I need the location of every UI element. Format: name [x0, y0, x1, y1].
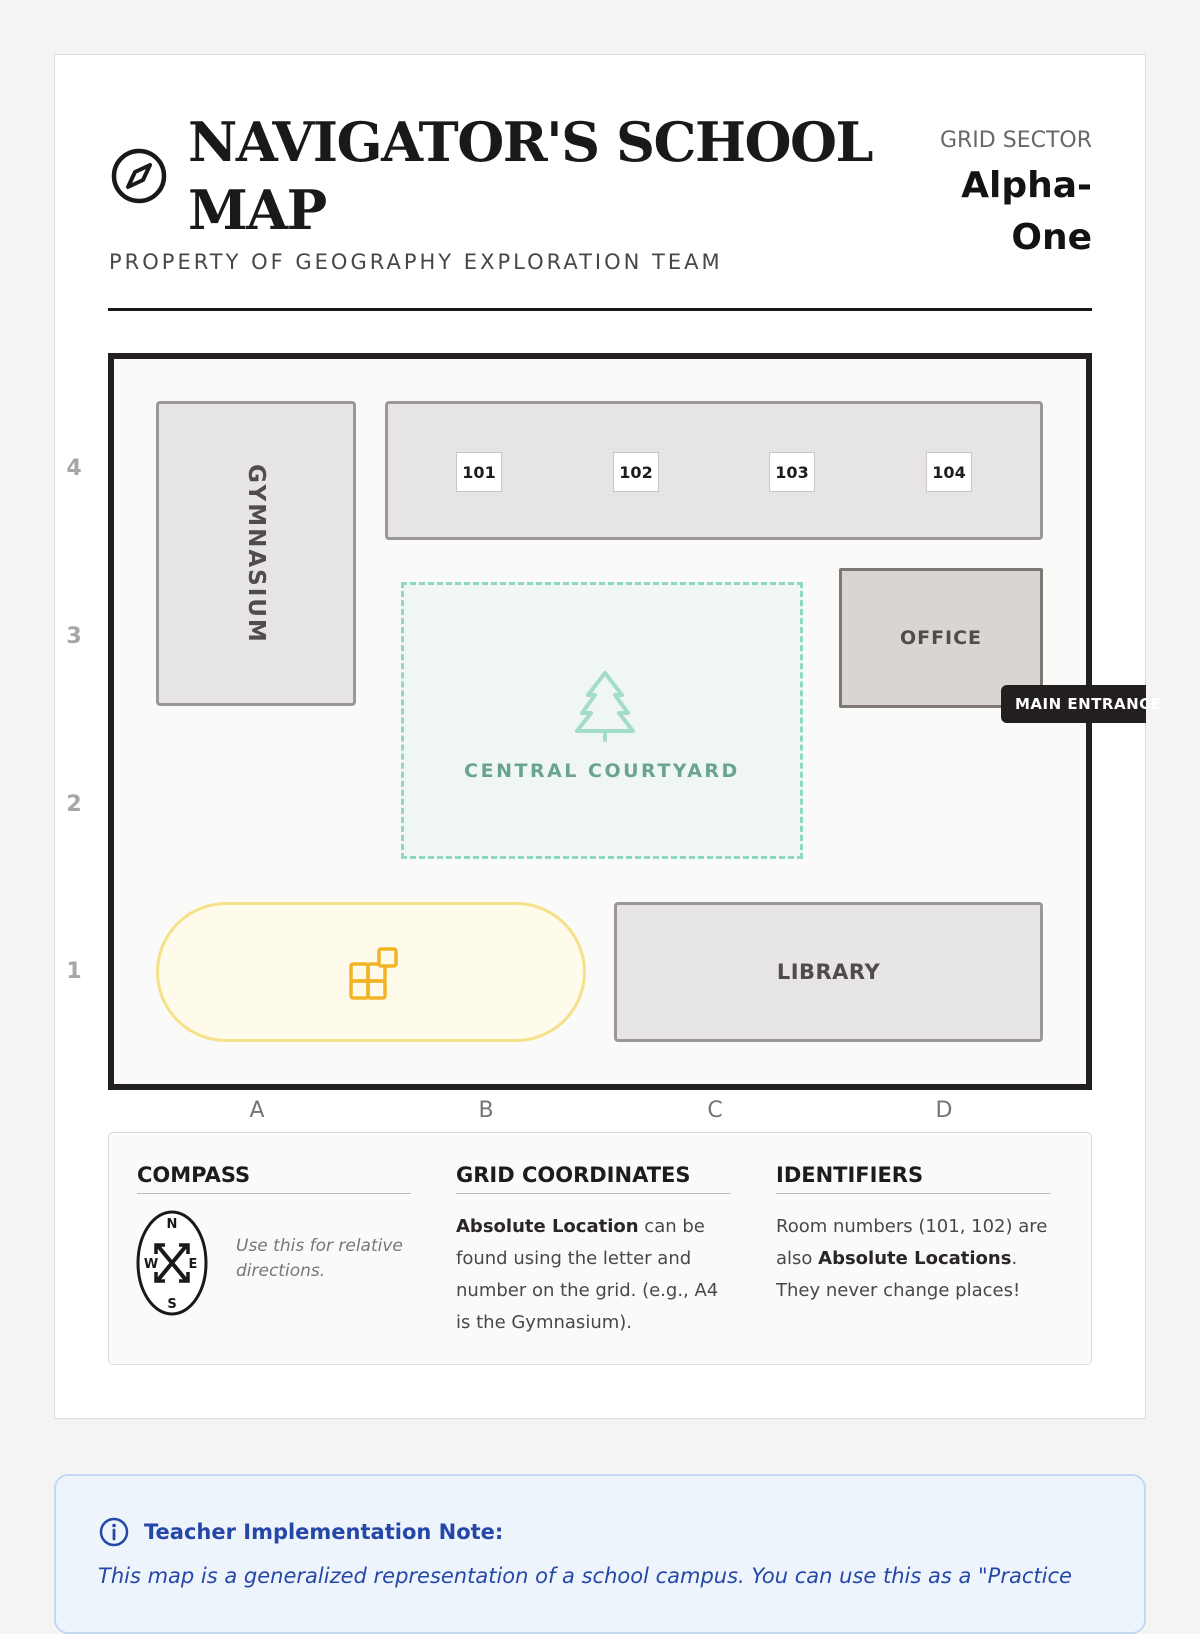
school-map — [108, 353, 1092, 1090]
page-subtitle: PROPERTY OF GEOGRAPHY EXPLORATION TEAM — [109, 250, 723, 274]
row-label-3: 3 — [66, 624, 82, 649]
legend-compass-heading: COMPASS — [137, 1163, 411, 1194]
row-label-1: 1 — [66, 959, 82, 984]
classroom-wing[interactable] — [385, 401, 1043, 540]
central-courtyard[interactable] — [401, 582, 803, 859]
room-104[interactable]: 104 — [926, 452, 972, 492]
header-divider — [108, 308, 1092, 311]
teacher-note-title: Teacher Implementation Note: — [144, 1520, 504, 1544]
compass-note: Use this for relative directions. — [236, 1236, 403, 1281]
teacher-note-body: This map is a generalized representation of a school campus. You can use this as a "Practice — [98, 1564, 1072, 1588]
compass-north-label: N — [166, 1217, 178, 1232]
legend-grid-text: Absolute Location can be found using the letter and number on the grid. (e.g., A4 is the Gymnasium). — [456, 1216, 719, 1333]
column-label-c: C — [707, 1098, 723, 1123]
gymnasium[interactable] — [156, 401, 356, 706]
main-entrance-marker[interactable]: MAIN ENTRANCE — [1001, 685, 1146, 723]
legend-identifiers-text: Room numbers (101, 102) are also Absolute Locations. They never change places! — [776, 1216, 1048, 1301]
library[interactable] — [614, 902, 1043, 1042]
grid-blocks-icon — [346, 947, 402, 1003]
row-label-2: 2 — [66, 792, 82, 817]
page-title: NAVIGATOR'S SCHOOL MAP — [188, 110, 873, 242]
grid-sector-value: Alpha-One — [961, 165, 1092, 258]
column-label-b: B — [478, 1098, 494, 1123]
absolute-locations-term: Absolute Locations — [818, 1248, 1012, 1269]
office-label: OFFICE — [899, 627, 983, 649]
compass-east-label: E — [188, 1257, 198, 1272]
room-103[interactable]: 103 — [769, 452, 815, 492]
absolute-location-term: Absolute Location — [456, 1216, 639, 1237]
info-icon — [98, 1516, 130, 1548]
room-101[interactable]: 101 — [456, 452, 502, 492]
column-label-a: A — [249, 1098, 265, 1123]
room-102[interactable]: 102 — [613, 452, 659, 492]
tree-icon — [572, 669, 638, 741]
courtyard-label: CENTRAL COURTYARD — [464, 760, 740, 782]
legend-identifiers-heading: IDENTIFIERS — [776, 1163, 1050, 1194]
column-label-d: D — [935, 1098, 953, 1123]
compass-west-label: W — [143, 1257, 159, 1272]
map-legend — [108, 1132, 1092, 1365]
grid-sector-label: GRID SECTOR — [939, 128, 1092, 153]
compass-icon — [110, 147, 168, 205]
cafeteria[interactable] — [156, 902, 586, 1042]
row-label-4: 4 — [66, 456, 82, 481]
legend-grid-heading: GRID COORDINATES — [456, 1163, 730, 1194]
teacher-note — [54, 1474, 1146, 1634]
compass-south-label: S — [167, 1297, 177, 1312]
library-label: LIBRARY — [776, 960, 881, 984]
gymnasium-label: GYMNASIUM — [243, 463, 269, 644]
compass-rose-icon — [136, 1210, 208, 1316]
